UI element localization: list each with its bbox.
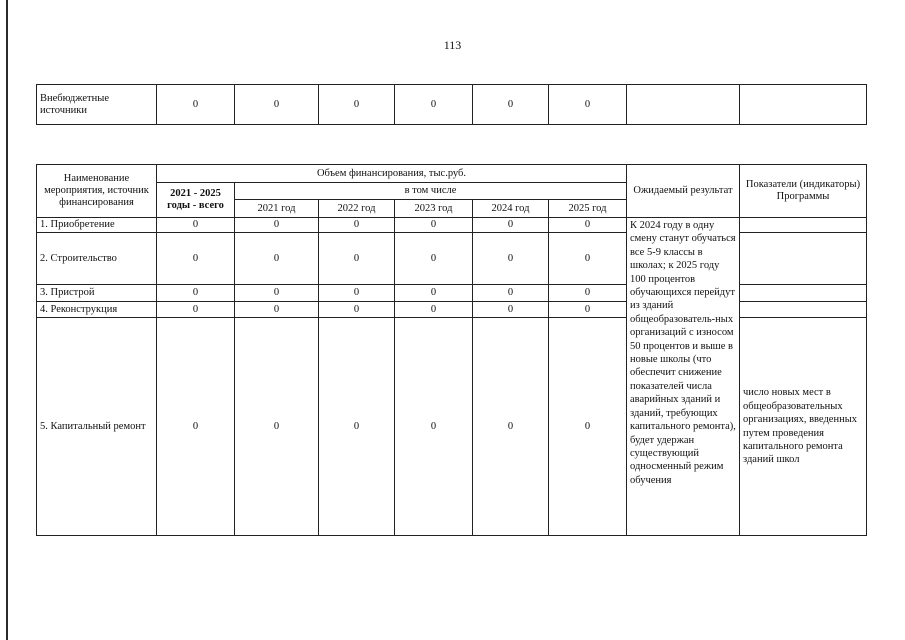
header-including: в том числе	[235, 183, 627, 200]
empty-cell	[627, 85, 740, 125]
value-cell: 0	[395, 218, 473, 233]
value-cell: 0	[319, 302, 395, 318]
header-year: 2024 год	[473, 200, 549, 218]
indicator-text: число новых мест в общеобразовательных организациях, введенных путем проведения капитального ремонта зданий школ	[740, 318, 867, 536]
page-number: 113	[443, 38, 462, 52]
value-cell: 0	[473, 318, 549, 536]
top-table	[36, 84, 867, 125]
header-year: 2021 год	[235, 200, 319, 218]
value-cell: 0	[549, 285, 627, 302]
value-cell: 0	[473, 233, 549, 285]
value-cell: 0	[549, 302, 627, 318]
header-row	[37, 165, 867, 183]
value-cell: 0	[395, 318, 473, 536]
header-name: Наименование мероприятия, источник финансирования	[37, 165, 157, 218]
value-cell: 0	[473, 285, 549, 302]
value-cell: 0	[473, 302, 549, 318]
empty-cell	[740, 85, 867, 125]
header-year: 2023 год	[395, 200, 473, 218]
value-cell: 0	[319, 285, 395, 302]
table-row	[37, 218, 867, 233]
value-cell: 0	[549, 85, 627, 125]
row-label: 1. Приобретение	[37, 218, 157, 233]
expected-result: К 2024 году в одну смену станут обучаться все 5-9 классы в школах; к 2025 году 100 процентов обучающихся перейдут из зданий общеобразователь-ных организаций с износом 50 процентов и выше в новые школы (что обеспечит снижение показателей числа аварийных зданий и зданий, требующих капитального ремонта), будет удержан существующий односменный режим обучения	[627, 218, 740, 536]
value-cell: 0	[157, 318, 235, 536]
table-row	[37, 285, 867, 302]
value-cell: 0	[319, 85, 395, 125]
table-row	[37, 233, 867, 285]
value-cell: 0	[235, 302, 319, 318]
row-label: Внебюджетные источники	[37, 85, 157, 125]
header-expected: Ожидаемый результат	[627, 165, 740, 218]
value-cell: 0	[235, 233, 319, 285]
empty-cell	[740, 302, 867, 318]
header-year: 2025 год	[549, 200, 627, 218]
table-row	[37, 318, 867, 536]
value-cell: 0	[157, 218, 235, 233]
value-cell: 0	[235, 285, 319, 302]
header-indicators: Показатели (индикаторы) Программы	[740, 165, 867, 218]
header-total: 2021 - 2025 годы - всего	[157, 183, 235, 218]
table-row	[37, 85, 867, 125]
page-edge-line	[6, 0, 8, 640]
header-volume: Объем финансирования, тыс.руб.	[157, 165, 627, 183]
row-label: 4. Реконструкция	[37, 302, 157, 318]
value-cell: 0	[549, 233, 627, 285]
value-cell: 0	[319, 318, 395, 536]
value-cell: 0	[157, 302, 235, 318]
value-cell: 0	[395, 302, 473, 318]
value-cell: 0	[395, 285, 473, 302]
value-cell: 0	[395, 85, 473, 125]
value-cell: 0	[549, 218, 627, 233]
value-cell: 0	[473, 218, 549, 233]
value-cell: 0	[473, 85, 549, 125]
value-cell: 0	[157, 233, 235, 285]
value-cell: 0	[319, 218, 395, 233]
table-row	[37, 302, 867, 318]
value-cell: 0	[235, 318, 319, 536]
value-cell: 0	[235, 85, 319, 125]
empty-cell	[740, 285, 867, 302]
value-cell: 0	[235, 218, 319, 233]
row-label: 2. Строительство	[37, 233, 157, 285]
empty-cell	[740, 233, 867, 285]
value-cell: 0	[157, 85, 235, 125]
header-year: 2022 год	[319, 200, 395, 218]
row-label: 5. Капитальный ремонт	[37, 318, 157, 536]
empty-cell	[740, 218, 867, 233]
value-cell: 0	[319, 233, 395, 285]
financing-table	[36, 164, 867, 536]
value-cell: 0	[157, 285, 235, 302]
value-cell: 0	[395, 233, 473, 285]
row-label: 3. Пристрой	[37, 285, 157, 302]
value-cell: 0	[549, 318, 627, 536]
